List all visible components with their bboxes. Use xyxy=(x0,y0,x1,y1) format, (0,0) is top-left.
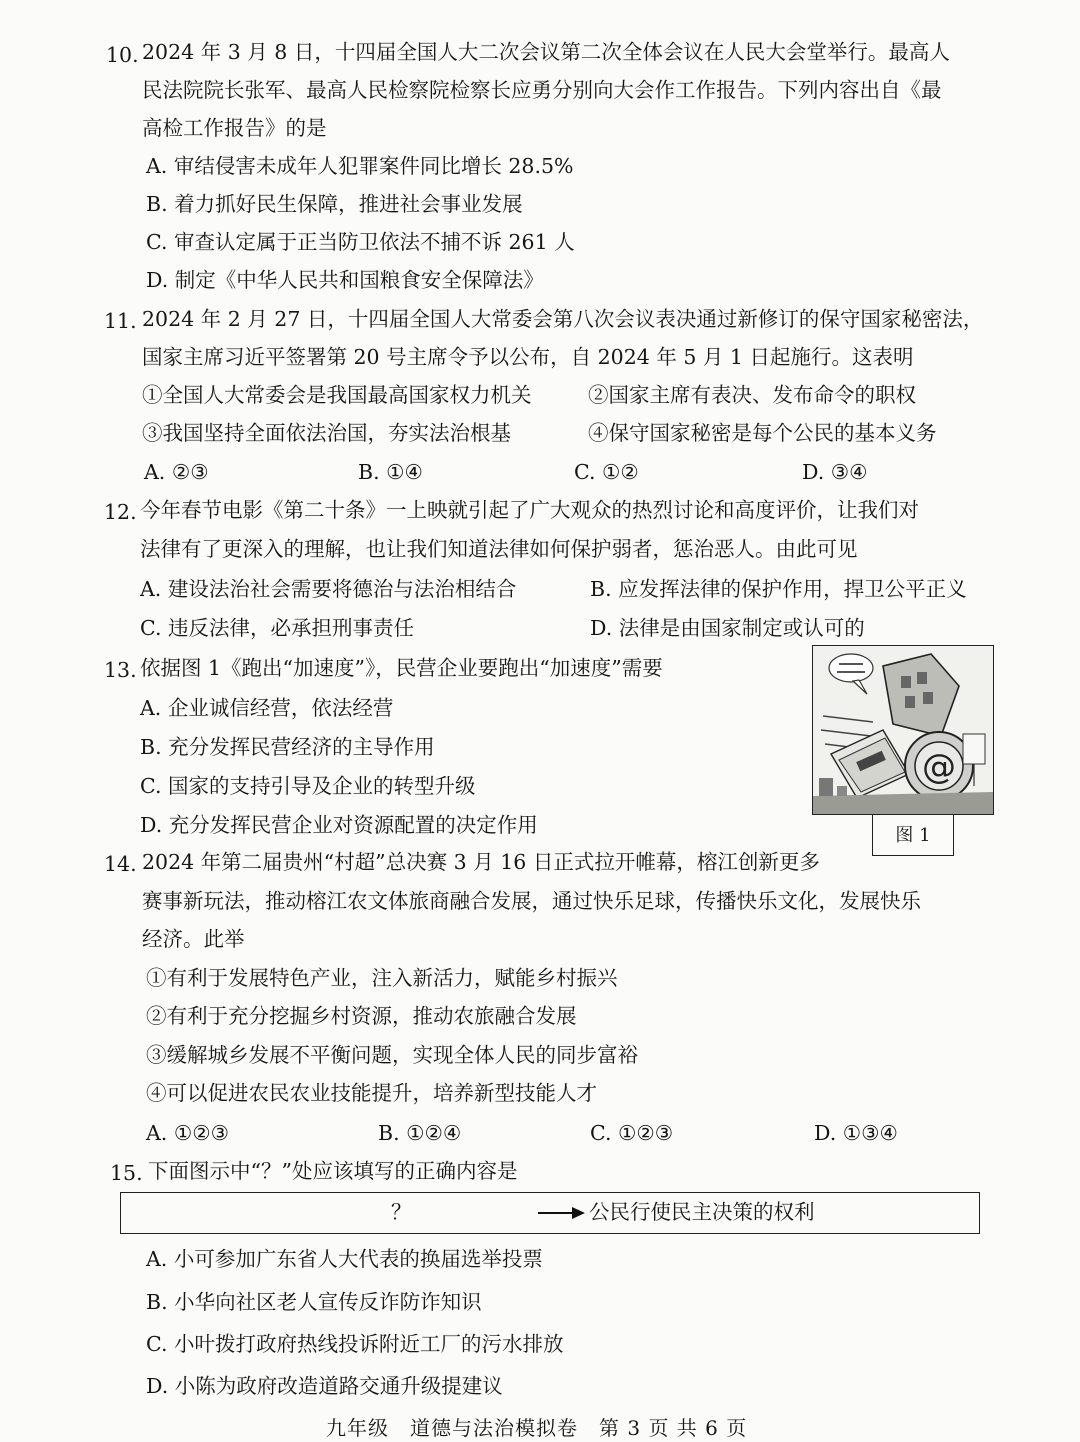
svg-text:@: @ xyxy=(922,747,956,787)
question-stem-line: 高检工作报告》的是 xyxy=(142,116,327,140)
question-number: 15. xyxy=(110,1161,143,1185)
answer-option: B. ①②④ xyxy=(378,1121,462,1145)
diagram-question-mark: ？ xyxy=(391,1200,412,1224)
answer-option: C. ①② xyxy=(574,460,639,484)
statement-item: ②有利于充分挖掘乡村资源，推动农旅融合发展 xyxy=(146,1004,577,1028)
cartoon-figure xyxy=(812,645,994,815)
answer-option: B. 小华向社区老人宣传反诈防诈知识 xyxy=(146,1290,482,1314)
diagram-box xyxy=(120,1192,980,1234)
statement-item: ③缓解城乡发展不平衡问题，实现全体人民的同步富裕 xyxy=(146,1043,638,1067)
question-number: 14. xyxy=(104,852,137,876)
question-number: 11. xyxy=(104,309,137,333)
question-stem-line: 国家主席习近平签署第 20 号主席令予以公布，自 2024 年 5 月 1 日起施行。这表明 xyxy=(142,345,914,369)
statement-item: ③我国坚持全面依法治国，夯实法治根基 xyxy=(142,421,511,445)
statement-item: ①有利于发展特色产业，注入新活力，赋能乡村振兴 xyxy=(146,966,618,990)
question-stem-line: 2024 年第二届贵州“村超”总决赛 3 月 16 日正式拉开帷幕，榕江创新更多 xyxy=(142,850,820,874)
answer-option: D. ③④ xyxy=(802,460,868,484)
question-stem-line: 今年春节电影《第二十条》一上映就引起了广大观众的热烈讨论和高度评价，让我们对 xyxy=(140,498,919,522)
question-stem-line: 2024 年 3 月 8 日，十四届全国人大二次会议第二次全体会议在人民大会堂举行。最高人 xyxy=(142,40,950,64)
answer-option: D. 充分发挥民营企业对资源配置的决定作用 xyxy=(140,813,538,837)
cartoon-illustration xyxy=(813,646,993,814)
question-stem-line: 经济。此举 xyxy=(142,927,245,951)
statement-item: ①全国人大常委会是我国最高国家权力机关 xyxy=(142,383,532,407)
answer-option: D. 小陈为政府改造道路交通升级提建议 xyxy=(146,1374,503,1398)
question-stem-line: 2024 年 2 月 27 日，十四届全国人大常委会第八次会议表决通过新修订的保守国家秘密法， xyxy=(142,307,984,331)
figure-caption: 图 1 xyxy=(895,825,931,846)
figure-caption-box xyxy=(872,814,954,856)
answer-option: B. 着力抓好民生保障，推进社会事业发展 xyxy=(146,192,523,216)
answer-option: C. 小叶拨打政府热线投诉附近工厂的污水排放 xyxy=(146,1332,564,1356)
question-number: 13. xyxy=(104,658,137,682)
question-stem-line: 依据图 1《跑出“加速度”》，民营企业要跑出“加速度”需要 xyxy=(140,656,663,680)
answer-option: A. 建设法治社会需要将德治与法治相结合 xyxy=(140,577,517,601)
answer-option: D. ①③④ xyxy=(814,1121,898,1145)
answer-option: C. 国家的支持引导及企业的转型升级 xyxy=(140,774,476,798)
answer-option: A. 审结侵害未成年人犯罪案件同比增长 28.5% xyxy=(146,154,574,178)
answer-option: C. ①②③ xyxy=(590,1121,674,1145)
question-stem-line: 下面图示中“？”处应该填写的正确内容是 xyxy=(148,1159,518,1183)
question-number: 10. xyxy=(106,43,139,67)
answer-option: B. 应发挥法律的保护作用，捍卫公平正义 xyxy=(590,577,967,601)
question-number: 12. xyxy=(104,500,137,524)
question-stem-line: 民法院院长张军、最高人民检察院检察长应勇分别向大会作工作报告。下列内容出自《最 xyxy=(142,78,942,102)
statement-item: ④可以促进农民农业技能提升，培养新型技能人才 xyxy=(146,1081,597,1105)
answer-option: A. ①②③ xyxy=(146,1121,229,1145)
question-stem-line: 赛事新玩法，推动榕江农文体旅商融合发展，通过快乐足球，传播快乐文化，发展快乐 xyxy=(142,889,921,913)
diagram-target: 公民行使民主决策的权利 xyxy=(589,1200,815,1224)
page-footer: 九年级 道德与法治模拟卷 第 3 页 共 6 页 xyxy=(326,1416,748,1440)
answer-option: C. 违反法律，必承担刑事责任 xyxy=(140,616,414,640)
answer-option: B. ①④ xyxy=(358,460,423,484)
answer-option: A. 小可参加广东省人大代表的换届选举投票 xyxy=(146,1247,543,1271)
answer-option: D. 制定《中华人民共和国粮食安全保障法》 xyxy=(146,268,544,292)
statement-item: ④保守国家秘密是每个公民的基本义务 xyxy=(588,421,937,445)
statement-item: ②国家主席有表决、发布命令的职权 xyxy=(588,383,916,407)
answer-option: B. 充分发挥民营经济的主导作用 xyxy=(140,735,435,759)
answer-option: D. 法律是由国家制定或认可的 xyxy=(590,616,865,640)
answer-option: A. ②③ xyxy=(144,460,209,484)
answer-option: A. 企业诚信经营，依法经营 xyxy=(140,696,394,720)
question-stem-line: 法律有了更深入的理解，也让我们知道法律如何保护弱者，惩治恶人。由此可见 xyxy=(140,537,858,561)
answer-option: C. 审查认定属于正当防卫依法不捕不诉 261 人 xyxy=(146,230,575,254)
arrow-right-icon xyxy=(536,1206,586,1220)
